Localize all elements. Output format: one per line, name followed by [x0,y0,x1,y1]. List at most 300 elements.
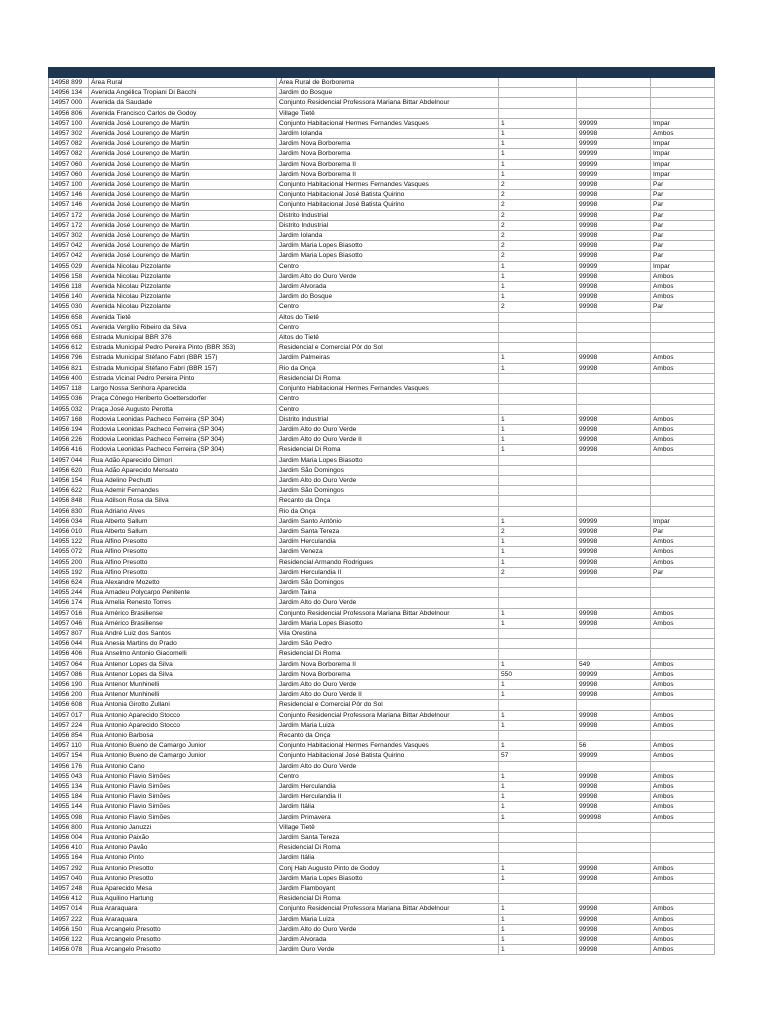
number-end-cell [577,496,651,506]
number-start-cell: 1 [499,424,577,434]
street-cell: Rua Ademir Fernandes [89,486,277,496]
number-start-cell: 1 [499,802,577,812]
street-cell: Avenida José Lourenço de Martin [89,139,277,149]
cep-cell: 14957 248 [49,884,89,894]
cep-cell: 14957 146 [49,190,89,200]
table-row [49,679,715,689]
street-cell: Rua Antonio Aparecido Stocco [89,710,277,720]
neighborhood-cell: Jardim do Bosque [277,88,499,98]
cep-cell: 14956 622 [49,486,89,496]
number-start-cell [499,588,577,598]
side-cell: Ambos [651,557,715,567]
street-cell: Rua Adão Aparecido Mensato [89,465,277,475]
number-end-cell [577,761,651,771]
street-cell: Rua Arcangelo Presotto [89,945,277,955]
number-end-cell: 549 [577,659,651,669]
neighborhood-cell: Jardim Alto do Ouro Verde [277,598,499,608]
cep-cell: 14957 016 [49,608,89,618]
cep-cell: 14955 051 [49,322,89,332]
cep-cell: 14956 796 [49,353,89,363]
number-start-cell: 1 [499,771,577,781]
cep-cell: 14956 806 [49,108,89,118]
number-end-cell: 99999 [577,516,651,526]
side-cell [651,312,715,322]
cep-cell: 14956 416 [49,445,89,455]
table-row [49,373,715,383]
side-cell: Par [651,241,715,251]
number-end-cell: 99998 [577,679,651,689]
side-cell: Ambos [651,414,715,424]
neighborhood-cell: Altos do Tietê [277,312,499,322]
neighborhood-cell: Conjunto Habitacional José Batista Quirino [277,200,499,210]
neighborhood-cell: Jardim São Domingos [277,577,499,587]
side-cell: Ambos [651,771,715,781]
street-cell: Rua Aquilino Hartung [89,894,277,904]
number-end-cell [577,894,651,904]
cep-cell: 14955 122 [49,537,89,547]
table-row [49,628,715,638]
number-end-cell: 99998 [577,302,651,312]
neighborhood-cell: Jardim São Pedro [277,639,499,649]
number-start-cell [499,598,577,608]
number-end-cell [577,78,651,88]
side-cell [651,333,715,343]
number-start-cell [499,404,577,414]
side-cell: Ambos [651,924,715,934]
side-cell: Ambos [651,863,715,873]
number-start-cell: 1 [499,720,577,730]
number-end-cell: 99998 [577,424,651,434]
side-cell [651,475,715,485]
side-cell: Par [651,210,715,220]
number-end-cell: 99998 [577,251,651,261]
side-cell [651,822,715,832]
number-end-cell: 99998 [577,363,651,373]
number-start-cell [499,639,577,649]
side-cell: Par [651,200,715,210]
street-cell: Avenida José Lourenço de Martin [89,231,277,241]
cep-cell: 14956 154 [49,475,89,485]
number-end-cell: 99998 [577,526,651,536]
number-start-cell [499,628,577,638]
table-row [49,690,715,700]
cep-cell: 14956 034 [49,516,89,526]
side-cell [651,700,715,710]
number-start-cell: 1 [499,812,577,822]
number-start-cell: 1 [499,353,577,363]
side-cell: Par [651,302,715,312]
number-end-cell: 99998 [577,537,651,547]
street-cell: Área Rural [89,78,277,88]
number-start-cell [499,853,577,863]
street-cell: Rua Antonio Paixão [89,833,277,843]
cep-cell: 14956 226 [49,435,89,445]
neighborhood-cell: Residencial Di Roma [277,843,499,853]
number-start-cell: 1 [499,914,577,924]
side-cell [651,843,715,853]
table-row [49,251,715,261]
cep-cell: 14955 192 [49,567,89,577]
cep-cell: 14957 807 [49,628,89,638]
side-cell: Ambos [651,710,715,720]
table-row [49,935,715,945]
side-cell: Ambos [651,445,715,455]
table-row [49,241,715,251]
table-row [49,639,715,649]
table-row [49,792,715,802]
number-start-cell: 1 [499,679,577,689]
number-end-cell: 99998 [577,914,651,924]
street-cell: Rua Araraquara [89,904,277,914]
neighborhood-cell: Vila Orestina [277,628,499,638]
number-start-cell: 1 [499,261,577,271]
table-row [49,159,715,169]
number-end-cell: 99998 [577,792,651,802]
number-start-cell [499,731,577,741]
street-cell: Avenida José Lourenço de Martin [89,251,277,261]
neighborhood-cell: Jardim Alto do Ouro Verde [277,424,499,434]
street-cell: Rua Antonio Presotto [89,873,277,883]
table-row [49,353,715,363]
side-cell [651,506,715,516]
header-cell-start [499,68,577,78]
side-cell: Ambos [651,914,715,924]
cep-cell: 14956 194 [49,424,89,434]
neighborhood-cell: Residencial Armando Rodrigues [277,557,499,567]
table-row [49,577,715,587]
cep-cell: 14955 098 [49,812,89,822]
side-cell [651,639,715,649]
number-start-cell: 1 [499,557,577,567]
table-row [49,894,715,904]
street-cell: Rodovia Leonidas Pacheco Ferreira (SP 304) [89,424,277,434]
number-start-cell: 1 [499,271,577,281]
street-cell: Estrada Municipal Stéfano Fabri (BBR 157) [89,363,277,373]
table-row [49,271,715,281]
neighborhood-cell: Conjunto Residencial Professora Mariana Bittar Abdelnour [277,98,499,108]
number-start-cell: 1 [499,547,577,557]
number-start-cell [499,649,577,659]
side-cell [651,588,715,598]
number-start-cell [499,333,577,343]
table-row [49,180,715,190]
number-end-cell: 99999 [577,169,651,179]
number-end-cell: 99998 [577,802,651,812]
table-row [49,496,715,506]
number-start-cell [499,455,577,465]
street-cell: Largo Nossa Senhora Aparecida [89,384,277,394]
neighborhood-cell: Jardim Maria Lopes Biasotto [277,873,499,883]
side-cell: Impar [651,261,715,271]
cep-cell: 14956 122 [49,935,89,945]
cep-cell: 14957 168 [49,414,89,424]
header-cell-street [89,68,277,78]
number-end-cell: 99998 [577,782,651,792]
number-end-cell: 99998 [577,220,651,230]
neighborhood-cell: Conjunto Habitacional Hermes Fernandes Vasques [277,118,499,128]
number-start-cell: 2 [499,241,577,251]
street-cell: Rua Alfino Presotto [89,537,277,547]
number-end-cell: 56 [577,741,651,751]
street-cell: Rua Anselmo Antonio Giacomelli [89,649,277,659]
number-end-cell: 99998 [577,200,651,210]
neighborhood-cell: Conjunto Residencial Professora Mariana Bittar Abdelnour [277,904,499,914]
neighborhood-cell: Rio da Onça [277,506,499,516]
number-start-cell: 1 [499,741,577,751]
neighborhood-cell: Conjunto Residencial Professora Mariana Bittar Abdelnour [277,710,499,720]
neighborhood-cell: Jardim Itália [277,802,499,812]
side-cell: Par [651,251,715,261]
number-start-cell: 1 [499,118,577,128]
number-end-cell: 99998 [577,282,651,292]
street-cell: Rua Alexandre Mozetto [89,577,277,587]
cep-cell: 14956 854 [49,731,89,741]
street-cell: Avenida da Saudade [89,98,277,108]
street-cell: Avenida José Lourenço de Martin [89,241,277,251]
street-cell: Rua Amadeu Polycarpo Penitente [89,588,277,598]
table-row [49,924,715,934]
cep-cell: 14957 172 [49,210,89,220]
number-start-cell: 1 [499,445,577,455]
street-cell: Rua André Luiz dos Santos [89,628,277,638]
street-cell: Rua Antenor Lopes da Silva [89,669,277,679]
street-cell: Rua Adão Aparecido Dimori [89,455,277,465]
cep-cell: 14955 029 [49,261,89,271]
street-cell: Rua Alfino Presotto [89,567,277,577]
neighborhood-cell: Jardim Alto do Ouro Verde [277,475,499,485]
number-end-cell: 99998 [577,863,651,873]
side-cell: Ambos [651,782,715,792]
cep-cell: 14957 224 [49,720,89,730]
street-cell: Estrada Municipal Stéfano Fabri (BBR 157) [89,353,277,363]
number-end-cell: 99998 [577,231,651,241]
number-end-cell [577,577,651,587]
number-start-cell: 1 [499,435,577,445]
street-cell: Rua Antenor Munhinelli [89,679,277,689]
side-cell: Ambos [651,812,715,822]
cep-cell: 14956 668 [49,333,89,343]
number-start-cell: 1 [499,414,577,424]
table-row [49,404,715,414]
table-row [49,424,715,434]
side-cell [651,88,715,98]
street-cell: Avenida José Lourenço de Martin [89,159,277,169]
street-cell: Rua Araraquara [89,914,277,924]
table-row [49,322,715,332]
table-row [49,669,715,679]
side-cell: Ambos [651,547,715,557]
number-start-cell: 1 [499,935,577,945]
street-cell: Praça José Augusto Perotta [89,404,277,414]
street-cell: Rua Alfino Presotto [89,547,277,557]
neighborhood-cell: Jardim Maria Lopes Biasotto [277,455,499,465]
side-cell [651,404,715,414]
number-start-cell [499,843,577,853]
side-cell [651,78,715,88]
table-row [49,282,715,292]
street-cell: Avenida José Lourenço de Martin [89,180,277,190]
cep-cell: 14957 118 [49,384,89,394]
number-end-cell [577,455,651,465]
street-cell: Rua Antonio Cano [89,761,277,771]
number-end-cell: 99999 [577,261,651,271]
cep-cell: 14955 036 [49,394,89,404]
neighborhood-cell: Jardim Alto do Ouro Verde II [277,690,499,700]
number-start-cell [499,394,577,404]
neighborhood-cell: Jardim Alto do Ouro Verde [277,271,499,281]
street-cell: Rua Antonio Flavio Simões [89,802,277,812]
table-row [49,149,715,159]
number-start-cell: 1 [499,169,577,179]
side-cell: Par [651,220,715,230]
number-start-cell [499,700,577,710]
table-row [49,873,715,883]
street-cell: Rua Aparecido Mesa [89,884,277,894]
number-end-cell [577,639,651,649]
side-cell: Ambos [651,802,715,812]
table-row [49,220,715,230]
number-end-cell [577,322,651,332]
table-row [49,384,715,394]
number-start-cell: 1 [499,710,577,720]
street-cell: Avenida José Lourenço de Martin [89,129,277,139]
neighborhood-cell: Jardim Herculandia II [277,567,499,577]
number-start-cell: 2 [499,210,577,220]
number-end-cell [577,843,651,853]
cep-cell: 14956 004 [49,833,89,843]
number-start-cell [499,833,577,843]
cep-cell: 14956 620 [49,465,89,475]
neighborhood-cell: Jardim Ouro Verde [277,945,499,955]
number-end-cell [577,108,651,118]
number-start-cell [499,761,577,771]
neighborhood-cell: Residencial Di Roma [277,894,499,904]
number-start-cell: 550 [499,669,577,679]
cep-cell: 14955 244 [49,588,89,598]
number-end-cell [577,88,651,98]
table-row [49,343,715,353]
neighborhood-cell: Distrito Industrial [277,220,499,230]
table-row [49,486,715,496]
number-end-cell [577,833,651,843]
street-cell: Rodovia Leonidas Pacheco Ferreira (SP 304) [89,435,277,445]
number-start-cell [499,506,577,516]
street-cell: Avenida Nicolau Pizzolante [89,282,277,292]
street-cell: Rua Adriano Alves [89,506,277,516]
cep-cell: 14956 658 [49,312,89,322]
table-row [49,394,715,404]
table-row [49,863,715,873]
neighborhood-cell: Jardim Nova Borborema [277,139,499,149]
cep-cell: 14957 082 [49,139,89,149]
table-row [49,537,715,547]
number-start-cell [499,884,577,894]
number-end-cell [577,731,651,741]
cep-cell: 14957 222 [49,914,89,924]
number-start-cell [499,822,577,832]
number-end-cell [577,465,651,475]
street-cell: Rodovia Leonidas Pacheco Ferreira (SP 304) [89,414,277,424]
neighborhood-cell: Recanto da Onça [277,731,499,741]
cep-cell: 14957 042 [49,241,89,251]
side-cell: Ambos [651,690,715,700]
side-cell: Impar [651,516,715,526]
number-start-cell: 2 [499,220,577,230]
street-cell: Rua Antenor Lopes da Silva [89,659,277,669]
number-end-cell: 99998 [577,924,651,934]
number-end-cell [577,822,651,832]
neighborhood-cell: Jardim Alto do Ouro Verde [277,924,499,934]
cep-cell: 14957 044 [49,455,89,465]
header-cell-side [651,68,715,78]
cep-cell: 14957 146 [49,200,89,210]
header-cell-neighborhood [277,68,499,78]
street-cell: Rua Adilson Rosa da Silva [89,496,277,506]
table-row [49,312,715,322]
neighborhood-cell: Residencial Di Roma [277,373,499,383]
cep-cell: 14955 200 [49,557,89,567]
neighborhood-cell: Jardim Itália [277,853,499,863]
table-row [49,506,715,516]
side-cell: Ambos [651,292,715,302]
side-cell [651,598,715,608]
neighborhood-cell: Rio da Onça [277,363,499,373]
cep-cell: 14956 612 [49,343,89,353]
cep-cell: 14956 400 [49,373,89,383]
side-cell: Ambos [651,435,715,445]
table-body [49,78,715,955]
neighborhood-cell: Conjunto Residencial Professora Mariana Bittar Abdelnour [277,608,499,618]
street-cell: Estrada Municipal Pedro Pereira Pinto (BBR 353) [89,343,277,353]
number-start-cell [499,894,577,904]
table-row [49,588,715,598]
street-cell: Rodovia Leonidas Pacheco Ferreira (SP 304) [89,445,277,455]
cep-cell: 14957 154 [49,751,89,761]
street-cell: Rua Arcangelo Presotto [89,935,277,945]
table-row [49,78,715,88]
side-cell: Impar [651,139,715,149]
side-cell: Impar [651,149,715,159]
table-row [49,618,715,628]
street-cell: Rua Amelia Renesto Torres [89,598,277,608]
street-cell: Rua Antonio Pavão [89,843,277,853]
side-cell [651,373,715,383]
cep-cell: 14955 032 [49,404,89,414]
neighborhood-cell: Altos do Tietê [277,333,499,343]
side-cell: Ambos [651,904,715,914]
neighborhood-cell: Conjunto Habitacional José Batista Quirino [277,751,499,761]
neighborhood-cell: Jardim Maria Lopes Biasotto [277,241,499,251]
number-end-cell: 99998 [577,190,651,200]
number-start-cell [499,373,577,383]
cep-cell: 14957 046 [49,618,89,628]
street-cell: Rua Alberto Sallum [89,516,277,526]
cep-cell: 14956 608 [49,700,89,710]
side-cell: Ambos [651,271,715,281]
street-cell: Rua Antonio Presotto [89,863,277,873]
number-start-cell [499,577,577,587]
table-row [49,516,715,526]
table-row [49,190,715,200]
table-row [49,649,715,659]
number-end-cell: 99998 [577,445,651,455]
neighborhood-cell: Jardim Herculandia [277,782,499,792]
cep-cell: 14956 118 [49,282,89,292]
cep-cell: 14956 190 [49,679,89,689]
side-cell [651,761,715,771]
neighborhood-cell: Jardim Maria Luiza [277,720,499,730]
side-cell: Par [651,180,715,190]
